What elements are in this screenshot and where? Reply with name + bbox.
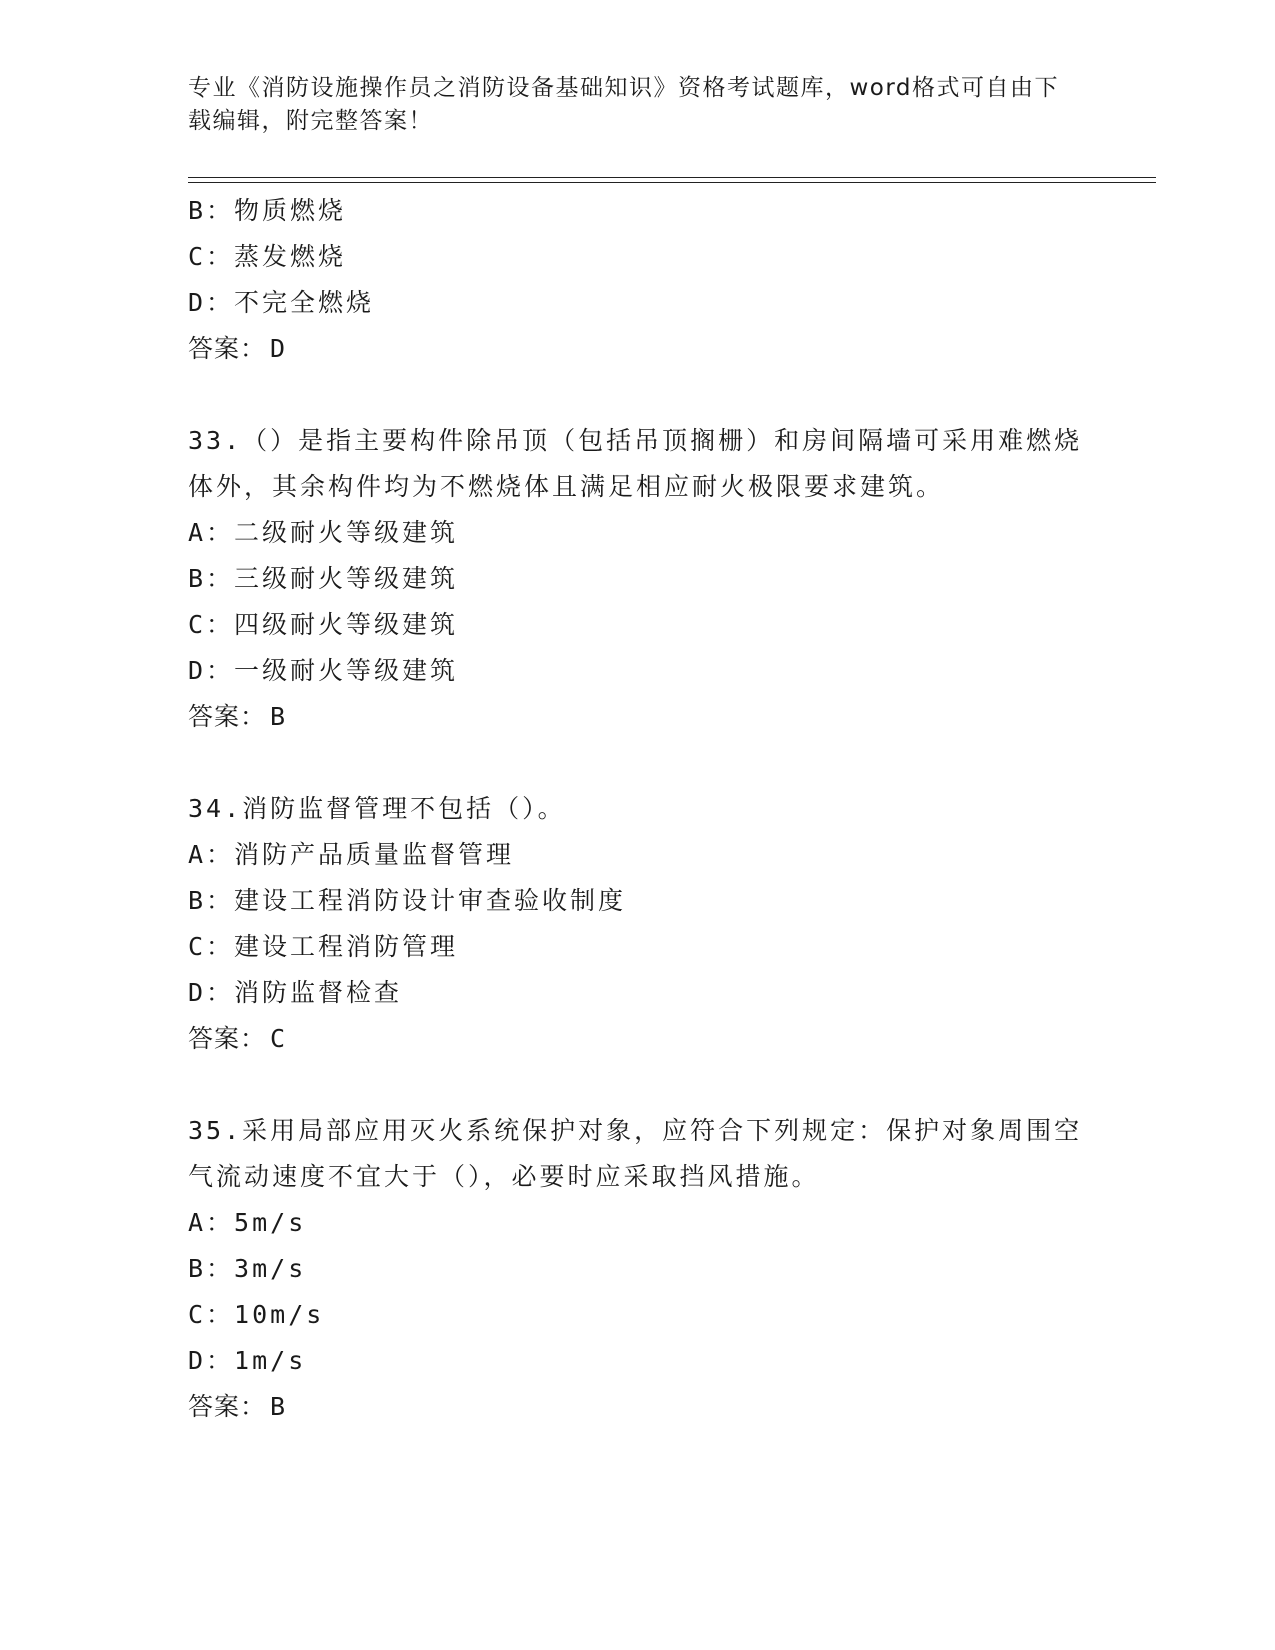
question-stem: 34.消防监督管理不包括（）。 xyxy=(188,794,566,823)
question-stem: 33.（）是指主要构件除吊顶（包括吊顶搁栅）和房间隔墙可采用难燃烧体外，其余构件均为不燃烧体且满足相应耐火极限要求建筑。 xyxy=(188,426,1083,501)
option-a: A：消防产品质量监督管理 xyxy=(188,840,515,869)
answer-label: 答案： xyxy=(188,334,267,363)
option-c: C：10m/s xyxy=(188,1300,325,1329)
answer-line xyxy=(188,326,1088,372)
answer-label: 答案： xyxy=(188,702,267,731)
header-divider-top xyxy=(188,177,1156,178)
answer-label: 答案： xyxy=(188,1024,267,1053)
option-d: D：1m/s xyxy=(188,1346,307,1375)
answer-value: B xyxy=(270,702,287,731)
question-stem: 35.采用局部应用灭火系统保护对象，应符合下列规定：保护对象周围空气流动速度不宜大于（），必要时应采取挡风措施。 xyxy=(188,1116,1083,1191)
answer-value: B xyxy=(270,1392,287,1421)
document-header: 专业《消防设施操作员之消防设备基础知识》资格考试题库，word格式可自由下载编辑，附完整答案！ xyxy=(188,75,1060,134)
option-b: B：3m/s xyxy=(188,1254,307,1283)
answer-line xyxy=(188,694,1088,740)
answer-line xyxy=(188,1384,1088,1430)
answer-value: C xyxy=(270,1024,287,1053)
option-b: B：建设工程消防设计审查验收制度 xyxy=(188,886,627,915)
question-34 xyxy=(188,786,1088,1062)
option-d: D：不完全燃烧 xyxy=(188,288,375,317)
question-33 xyxy=(188,418,1088,740)
option-c: C：蒸发燃烧 xyxy=(188,242,347,271)
option-b: B：物质燃烧 xyxy=(188,196,347,225)
option-a: A：二级耐火等级建筑 xyxy=(188,518,459,547)
question-35 xyxy=(188,1108,1088,1430)
question-list xyxy=(188,188,1088,1430)
answer-label: 答案： xyxy=(188,1392,267,1421)
option-d: D：一级耐火等级建筑 xyxy=(188,656,459,685)
answer-line xyxy=(188,1016,1088,1062)
option-b: B：三级耐火等级建筑 xyxy=(188,564,459,593)
option-c: C：四级耐火等级建筑 xyxy=(188,610,459,639)
option-c: C：建设工程消防管理 xyxy=(188,932,459,961)
answer-value: D xyxy=(270,334,287,363)
question-32-continuation xyxy=(188,188,1088,372)
option-a: A：5m/s xyxy=(188,1208,307,1237)
option-d: D：消防监督检查 xyxy=(188,978,403,1007)
header-divider-bottom xyxy=(188,182,1156,183)
